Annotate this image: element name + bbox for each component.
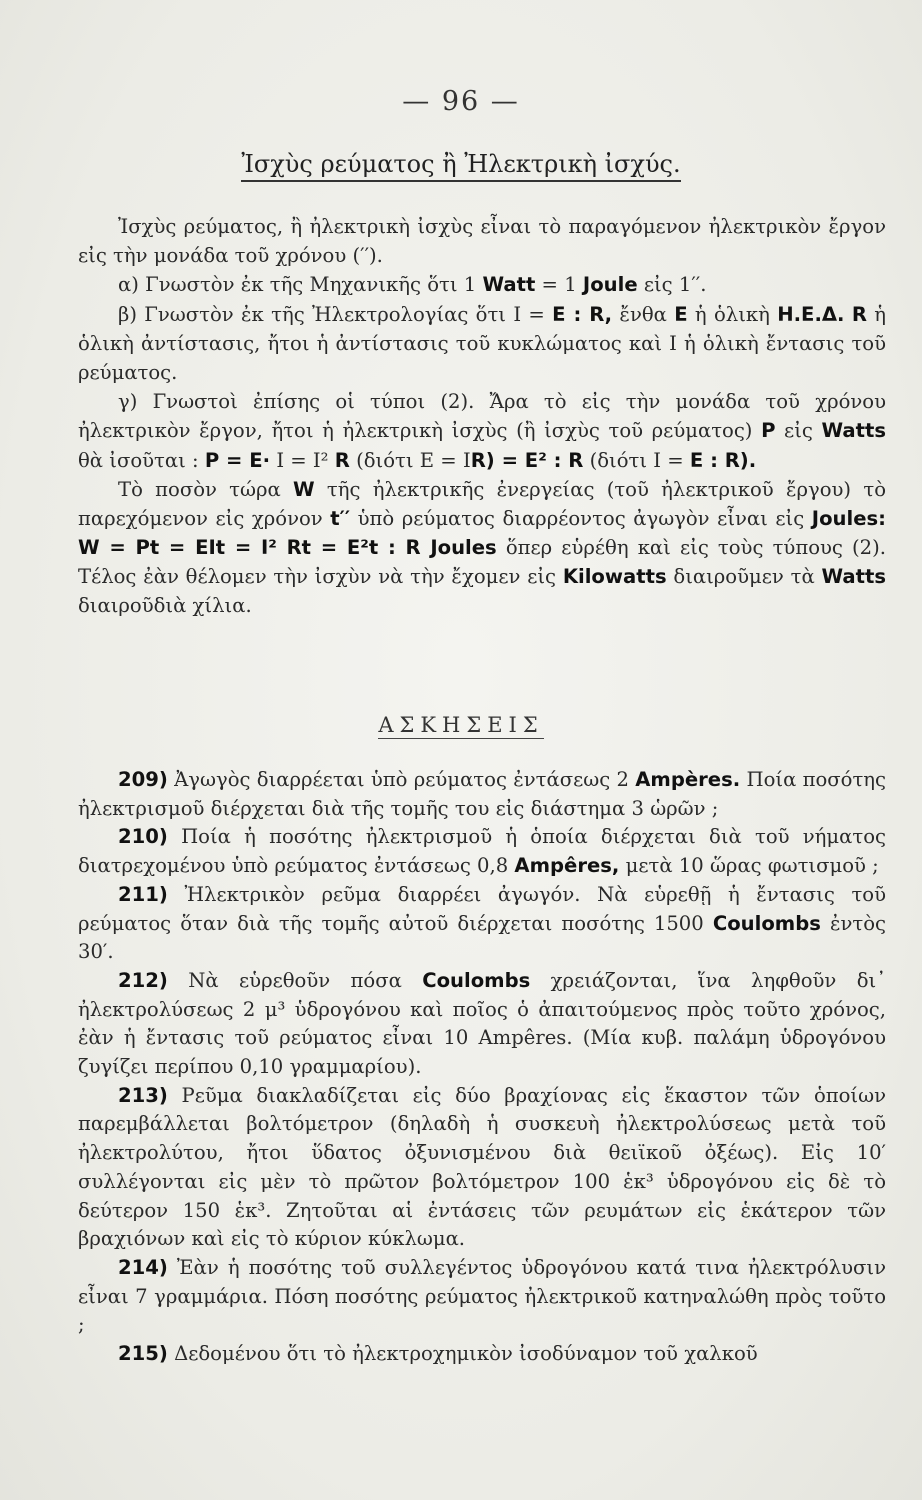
exercise-number: 211) xyxy=(118,882,168,906)
text-run: ἐντὸς 30′. xyxy=(78,911,886,964)
intro-paragraph-c xyxy=(78,387,886,475)
formula-part: = Ι xyxy=(434,448,471,472)
symbol-hed: Η.Ε.Δ. xyxy=(777,302,845,326)
text-run: Ἐὰν ἡ ποσότης τοῦ συλλεγέντος ὑδρογόνου κατά τινα ἠλεκτρόλυσιν εἶναι 7 γραμμάρια. Πόση ποσότης ρεύματος ἠλεκτρικοῦ κατηναλώθη πρὸς τοῦτο ; xyxy=(78,1255,886,1337)
symbol-t: t′′ xyxy=(330,506,350,530)
exercise-item xyxy=(78,766,886,823)
exercise-item xyxy=(78,881,886,967)
text-run: θὰ ἰσοῦται : xyxy=(78,448,205,472)
text-run: τῆς ἠλεκτρικῆς ἐνεργείας (τοῦ ἠλεκτρικοῦ ἔργου) τὸ παρεχόμενον εἰς χρόνον xyxy=(78,477,886,530)
intro-paragraph-energy xyxy=(78,475,886,621)
exercise-item xyxy=(78,1254,886,1340)
text-run: γ) Γνωστοὶ ἐπίσης οἱ τύποι (2). Ἄρα τὸ εἰς τὴν μονάδα τοῦ χρόνου ἠλεκτρικὸν ἔργον, ἤτοι ἡ ἠλεκτρικὴ ἰσχὺς (ἢ ἰσχὺς τοῦ ρεύματος) xyxy=(78,390,886,443)
text-run: = 1 xyxy=(535,273,583,297)
exercises-header xyxy=(0,713,922,737)
symbol-E: Ε xyxy=(674,302,688,326)
formula-part: R xyxy=(334,448,350,472)
page-number: — 96 — xyxy=(402,86,520,117)
exercises-list xyxy=(78,766,886,1369)
unit: Coulombs xyxy=(422,968,531,992)
text-run: α) Γνωστὸν ἐκ τῆς Μηχανικῆς ὅτι 1 xyxy=(118,273,477,297)
formula-energy: : W = Pt = EIt = Ι² Rt = E²t : R Joules xyxy=(78,506,886,560)
formula-part: Ε : R). xyxy=(689,448,757,472)
text-run: β) Γνωστὸν ἐκ τῆς Ἠλεκτρολογίας ὅτι Ι = xyxy=(118,302,553,326)
section-title xyxy=(0,150,922,178)
text-run: ἔνθα xyxy=(612,302,675,326)
exercise-item xyxy=(78,967,886,1082)
exercise-number: 213) xyxy=(118,1083,168,1107)
exercise-number: 214) xyxy=(118,1255,168,1279)
exercise-item xyxy=(78,1082,886,1254)
formula-part: R) = E² : R xyxy=(470,448,584,472)
exercises-header-text: ΑΣΚΗΣΕΙΣ xyxy=(378,713,544,737)
text-run: διαιροῦδιὰ χίλια. xyxy=(78,594,252,618)
exercise-item xyxy=(78,823,886,880)
text-run: Νὰ εὑρεθοῦν πόσα xyxy=(167,968,423,992)
text-run: ὅπερ εὑρέθη καὶ εἰς τοὺς τύπους (2). Τέλος ἐὰν θέλομεν τὴν ἰσχὺν νὰ τὴν ἔχομεν εἰς xyxy=(78,536,886,589)
text-run: Τὸ ποσὸν τώρα xyxy=(118,477,294,501)
formula-ohm: Ε : R, xyxy=(552,302,613,326)
text-run: ἡ ὁλικὴ ἀντίστασις, ἤτοι ἡ ἀντίστασις τοῦ κυκλώματος καὶ Ι ἡ ὁλικὴ ἔντασις τοῦ ρεύματος. xyxy=(78,302,886,384)
symbol-P: P xyxy=(761,419,776,443)
intro-paragraph-a xyxy=(78,270,886,299)
text-run: εἰς 1′′. xyxy=(637,273,707,297)
text-run: Δεδομένου ὅτι τὸ ἠλεκτροχημικὸν ἰσοδύναμον τοῦ χαλκοῦ xyxy=(167,1342,758,1366)
unit-joules: Joules xyxy=(811,506,879,530)
exercise-item xyxy=(78,1340,886,1369)
unit-joule: Joule xyxy=(582,273,638,297)
text-run: διαιροῦμεν τὰ xyxy=(666,565,822,589)
text-run: ὑπὸ ρεύματος διαρρέοντος ἀγωγὸν εἶναι εἰς xyxy=(350,506,812,530)
intro-paragraph-b xyxy=(78,300,886,388)
unit: Ampêres, xyxy=(514,854,620,878)
formula-part: Ι = Ι² xyxy=(270,448,335,472)
symbol-R: R xyxy=(851,302,867,326)
symbol-W: W xyxy=(293,477,315,501)
text-run: Ποία ἡ ποσότης ἠλεκτρισμοῦ ἡ ὁποία διέρχεται διὰ τοῦ νήματος διατρεχομένου ὑπὸ ρεύματος ἐντάσεως 0,8 xyxy=(78,825,886,878)
exercise-number: 210) xyxy=(118,825,168,849)
unit: Ampères. xyxy=(635,768,741,791)
exercise-number: 215) xyxy=(118,1342,168,1366)
unit-kilowatts: Kilowatts xyxy=(562,565,667,589)
section-title-text: Ἰσχὺς ρεύματος ἢ Ἠλεκτρικὴ ἰσχύς. xyxy=(241,150,680,182)
text-run: χρειάζονται, ἵνα ληφθοῦν δι᾽ ἠλεκτρολύσεως 2 μ³ ὑδρογόνου καὶ ποῖος ὁ ἀπαιτούμενος πρὸς τοῦτο χρόνος, ἐὰν ἡ ἔντασις τοῦ ρεύματος εἶναι 10 Ampêres. (Μία κυβ. παλάμη ὑδρογόνου ζυγίζει περίπου 0,10 γραμμαρίου). xyxy=(78,968,887,1079)
intro-text xyxy=(78,212,886,621)
text-run: Ἀγωγὸς διαρρέεται ὑπὸ ρεύματος ἐντάσεως 2 xyxy=(167,768,636,791)
formula-part: P = E· xyxy=(204,448,271,472)
text-run: ἡ ὁλικὴ xyxy=(687,302,778,326)
formula-part: Ε xyxy=(419,448,435,472)
formula-part: (διότι xyxy=(349,448,420,472)
unit-watt: Watt xyxy=(482,273,536,297)
text-run: Ἠλεκτρικὸν ρεῦμα διαρρέει ἀγωγόν. Νὰ εὑρεθῇ ἡ ἔντασις τοῦ ρεύματος ὅταν διὰ τῆς τομῆς αὐτοῦ διέρχεται ποσότης 1500 xyxy=(78,882,886,935)
text-run: εἰς xyxy=(775,419,822,443)
unit-watts: Watts xyxy=(821,419,886,443)
formula-part: (διότι Ι = xyxy=(583,448,690,472)
unit-watts: Watts xyxy=(821,565,886,589)
text-run: Ποία ποσότης ἠλεκτρισμοῦ διέρχεται διὰ τῆς τομῆς του εἰς διάστημα 3 ὡρῶν ; xyxy=(78,768,886,820)
text-run: μετὰ 10 ὥρας φωτισμοῦ ; xyxy=(619,854,879,878)
exercise-number: 212) xyxy=(118,968,168,992)
exercise-number: 209) xyxy=(118,768,168,791)
unit: Coulombs xyxy=(712,911,821,935)
intro-paragraph-definition: Ἰσχὺς ρεύματος, ἢ ἠλεκτρικὴ ἰσχὺς εἶναι τὸ παραγόμενον ἠλεκτρικὸν ἔργον εἰς τὴν μονάδα τοῦ χρόνου (′′). xyxy=(78,215,886,268)
text-run: Ρεῦμα διακλαδίζεται εἰς δύο βραχίονας εἰς ἕκαστον τῶν ὁποίων παρεμβάλλεται βολτόμετρον (δηλαδὴ ἡ συσκευὴ ἠλεκτρολύσεως μετὰ τοῦ ἠλεκτρολύτου, ἤτοι ὕδατος ὀξυνισμένου διὰ θειϊκοῦ ὀξέως). Εἰς 10′ συλλέγονται εἰς μὲν τὸ πρῶτον βολτόμετρον 100 ἑκ³ ὑδρογόνου εἰς δὲ τὸ δεύτερον 150 ἑκ³. Ζητοῦται αἱ ἐντάσεις τῶν ρευμάτων εἰς ἑκάτερον τῶν βραχιόνων καὶ εἰς τὸ κύριον κύκλωμα. xyxy=(78,1083,886,1251)
